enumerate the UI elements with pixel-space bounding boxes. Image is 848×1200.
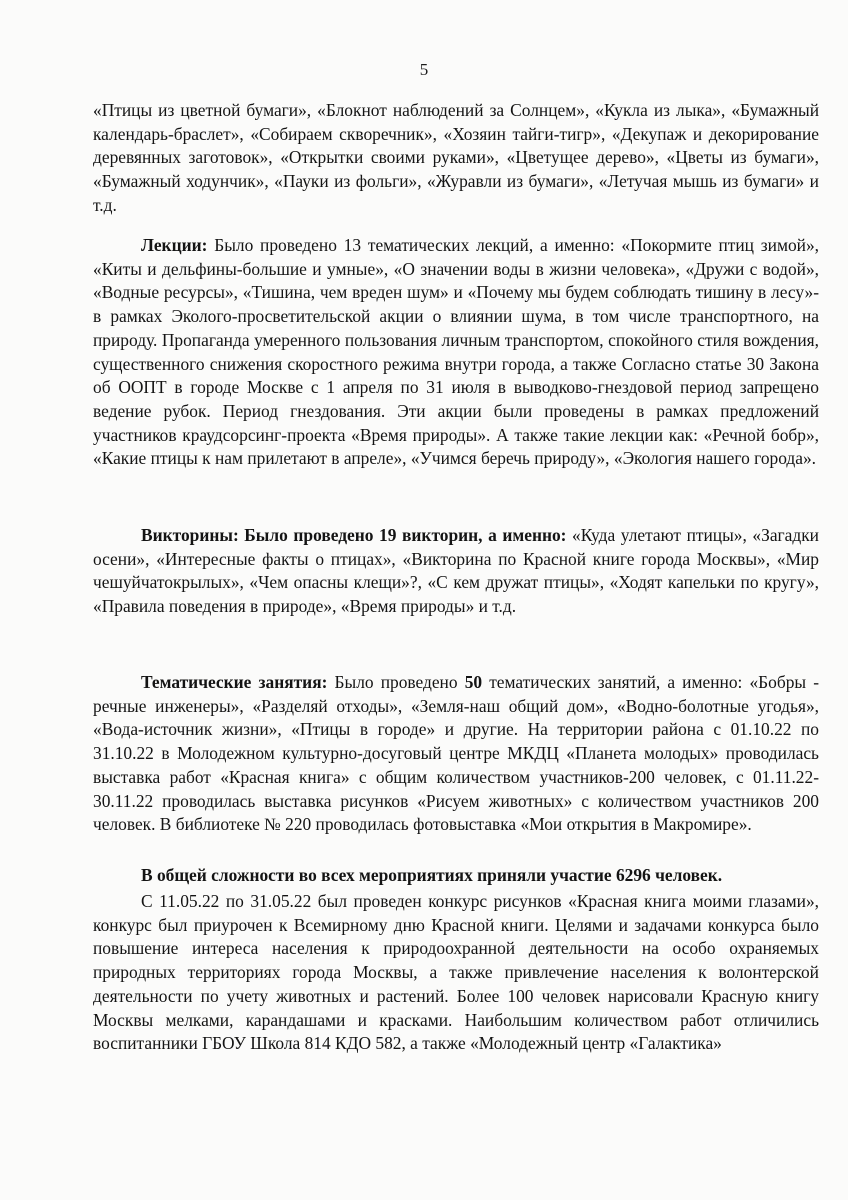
paragraph-workshops-list: «Птицы из цветной бумаги», «Блокнот наблюдений за Солнцем», «Кукла из лыка», «Бумажный календарь-браслет», «Собираем скворечник», «Хозяин тайги-тигр», «Декупаж и декорирование деревянных заготовок», «Открытки своими руками», «Цветущее дерево», «Цветы из бумаги», «Бумажный ходунчик», «Пауки из фольги», «Журавли из бумаги», «Летучая мышь из бумаги» и т.д. [93, 100, 819, 215]
lectures-text: Было проведено 13 тематических лекций, а именно: «Покормите птиц зимой», «Киты и дельфины-большие и умные», «О значении воды в жизни человека», «Дружи с водой», «Водные ресурсы», «Тишина, чем вреден шум» и «Почему мы будем соблюдать тишину в лесу»- в рамках Эколого-просветительской акции о влиянии шума, в том числе транспортного, на природу. Пропаганда умеренного пользования личным транспортом, спокойного стиля вождения, существенного снижения скоростного режима внутри города, а также Согласно статье 30 Закона об ООПТ в городе Москве с 1 апреля по 31 июля в выводково-гнездовой период запрещено ведение рубок. Период гнездования. Эти акции были проведены в рамках предложений участников краудсорсинг-проекта «Время природы». А также такие лекции как: «Речной бобр», «Какие птицы к нам прилетают в апреле», «Учимся беречь природу», «Экология нашего города». [93, 235, 819, 469]
paragraph-thematic-classes [93, 671, 819, 837]
lectures-heading: Лекции: [141, 235, 208, 255]
thematic-classes-heading: Тематические занятия: [141, 672, 328, 692]
quizzes-heading: Викторины: Было проведено 19 викторин, а именно: [141, 525, 567, 545]
paragraph-total-participants: В общей сложности во всех мероприятиях приняли участие 6296 человек. [141, 865, 723, 885]
thematic-classes-intro: Было проведено [327, 672, 465, 692]
paragraph-lectures [93, 234, 819, 471]
thematic-classes-count: 50 [464, 672, 483, 692]
paragraph-quizzes [93, 524, 819, 619]
thematic-classes-text: тематических занятий, а именно: «Бобры - речные инженеры», «Разделяй отходы», «Земля-наш общий дом», «Водно-болотные угодья», «Вода-источник жизни», «Птицы в городе» и другие. На территории района с 01.10.22 по 31.10.22 в Молодежном культурно-досуговый центре МКДЦ «Планета молодых» проводилась выставка работ «Красная книга» с общим количеством участников-200 человек, с 01.11.22-30.11.22 проводилась выставка рисунков «Рисуем животных» с количеством участников 200 человек. В библиотеке № 220 проводилась фотовыставка «Мои открытия в Макромире». [93, 672, 819, 835]
quizzes-text: «Куда улетают птицы», «Загадки осени», «Интересные факты о птицах», «Викторина по Красной книге города Москвы», «Мир чешуйчатокрылых», «Чем опасны клещи»?, «С кем дружат птицы», «Ходят капельки по кругу», «Правила поведения в природе», «Время природы» и т.д. [93, 525, 819, 617]
paragraph-drawing-contest: С 11.05.22 по 31.05.22 был проведен конкурс рисунков «Красная книга моими глазами», конкурс был приурочен к Всемирному дню Красной книги. Целями и задачами конкурса было повышение интереса населения к природоохранной деятельности на особо охраняемых природных территориях города Москвы, а также привлечение населения к волонтерской деятельности по учету животных и растений. Более 100 человек нарисовали Красную книгу Москвы мелками, карандашами и красками. Наибольшим количеством работ отличились воспитанники ГБОУ Школа 814 КДО 582, а также «Молодежный центр «Галактика» [93, 891, 819, 1054]
page-number: 5 [419, 60, 429, 79]
